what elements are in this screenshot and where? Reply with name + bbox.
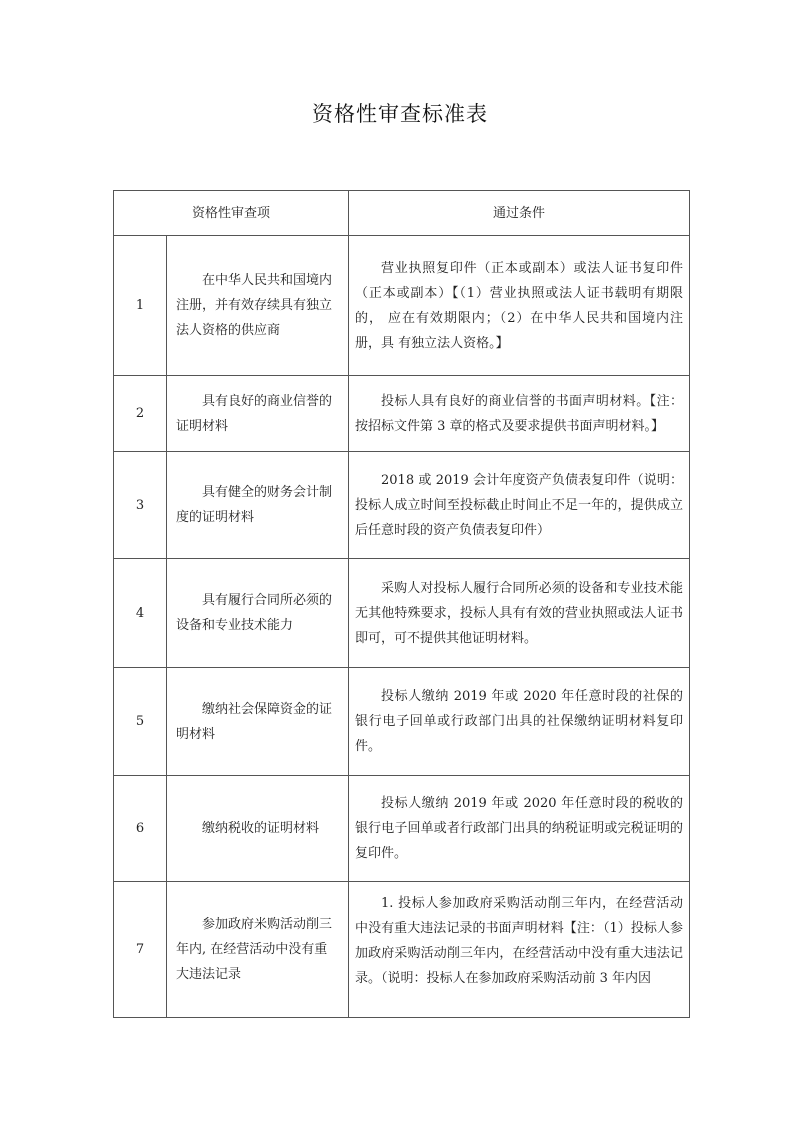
pass-condition-cell: 投标人缴纳 2019 年或 2020 年任意时段的社保的银行电子回单或行政部门出具的社保缴纳证明材料复印 件。 [349, 668, 690, 776]
review-item-cell: 参加政府米购活动削三年内, 在经营活动中没有重 大违法记录 [167, 882, 349, 1018]
review-item-cell: 具有健全的财务会计制度的证明材料 [167, 452, 349, 559]
pass-condition-cell: 1. 投标人参加政府采购活动削三年内，在经营活动中没有重大违法记录的书面声明材料【注：（1）投标人参加政府采购活动削三年内，在经营活动中没有重大违法记录。（说明：投标人在参加政府采购活动前 3 年内因 [349, 882, 690, 1018]
pass-condition-cell: 投标人缴纳 2019 年或 2020 年任意时段的税收的银行电子回单或者行政部门出具的纳税证明或完税证明的复印件。 [349, 776, 690, 882]
table-row [114, 236, 690, 376]
table-row [114, 452, 690, 559]
row-number: 5 [114, 668, 167, 776]
page-title: 资格性审查标准表 [312, 102, 488, 126]
table-row [114, 882, 690, 1018]
qualification-review-table [113, 190, 690, 1018]
pass-condition-cell: 营业执照复印件（正本或副本）或法人证书复印件（正本或副本）【（1）营业执照或法人证书载明有期限的， 应在有效期限内；（2）在中华人民共和国境内注册，具 有独立法人资格。】 [349, 236, 690, 376]
review-item-cell: 缴纳税收的证明材料 [167, 776, 349, 882]
review-item-cell: 缴纳社会保障资金的证明材料 [167, 668, 349, 776]
pass-condition-cell: 采购人对投标人履行合同所必须的设备和专业技术能无其他特殊要求，投标人具有有效的营业执照或法人证书即可，可不提供其他证明材料。 [349, 559, 690, 668]
table-row [114, 668, 690, 776]
table-row [114, 559, 690, 668]
header-review-item: 资格性审查项 [114, 191, 349, 236]
table-row [114, 376, 690, 452]
review-item-cell: 具有履行合同所必须的设备和专业技术能力 [167, 559, 349, 668]
row-number: 4 [114, 559, 167, 668]
review-item-cell: 具有良好的商业信誉的证明材料 [167, 376, 349, 452]
row-number: 3 [114, 452, 167, 559]
pass-condition-cell: 投标人具有良好的商业信誉的书面声明材料。【注：按招标文件第 3 章的格式及要求提供书面声明材料。】 [349, 376, 690, 452]
review-item-cell: 在中华人民共和国境内注册，并有效存续具有独立法人资格的供应商 [167, 236, 349, 376]
table-header-row [114, 191, 690, 236]
row-number: 1 [114, 236, 167, 376]
row-number: 7 [114, 882, 167, 1018]
header-pass-condition: 通过条件 [349, 191, 690, 236]
row-number: 2 [114, 376, 167, 452]
pass-condition-cell: 2018 或 2019 会计年度资产负债表复印件（说明：投标人成立时间至投标截止时间止不足一年的，提供成立后任意时段的资产负债表复印件） [349, 452, 690, 559]
table-row [114, 776, 690, 882]
row-number: 6 [114, 776, 167, 882]
